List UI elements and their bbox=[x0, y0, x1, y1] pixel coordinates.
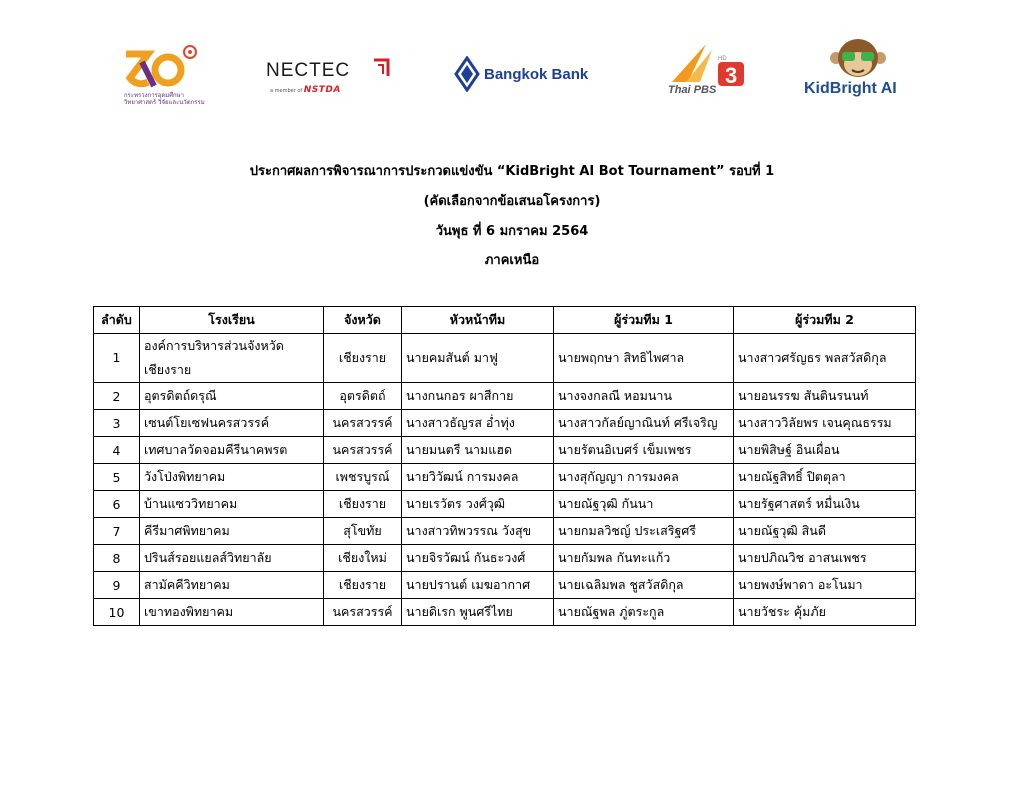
cell-province: สุโขทัย bbox=[324, 518, 402, 545]
cell-member-2: นายณัฐวุฒิ สินดี bbox=[734, 518, 916, 545]
results-table bbox=[93, 306, 916, 626]
table-row bbox=[94, 334, 916, 383]
cell-province: อุตรดิตถ์ bbox=[324, 383, 402, 410]
cell-leader: นายมนตรี นามแฮด bbox=[402, 437, 554, 464]
table-row bbox=[94, 599, 916, 626]
cell-school: เขาทองพิทยาคม bbox=[140, 599, 324, 626]
thai-pbs-hd-label: HD bbox=[718, 56, 727, 62]
cell-member-2: นายพิสิษฐ์ อินเผื่อน bbox=[734, 437, 916, 464]
cell-rank: 5 bbox=[94, 464, 140, 491]
nstda-wordmark: NSTDA bbox=[303, 85, 341, 95]
thai-pbs-channel-number: 3 bbox=[725, 63, 738, 86]
cell-member-1: นายเฉลิมพล ชูสวัสดิกุล bbox=[554, 572, 734, 599]
sponsor-logos bbox=[0, 36, 1024, 108]
cell-province: เชียงราย bbox=[324, 334, 402, 383]
cell-province: เพชรบูรณ์ bbox=[324, 464, 402, 491]
cell-rank: 6 bbox=[94, 491, 140, 518]
cell-rank: 7 bbox=[94, 518, 140, 545]
cell-member-2: นายปภิณวิช อาสนเพชร bbox=[734, 545, 916, 572]
table-row bbox=[94, 545, 916, 572]
cell-school: อุตรดิตถ์ดรุณี bbox=[140, 383, 324, 410]
monkey-mascot-icon bbox=[828, 36, 888, 80]
bangkok-bank-emblem-icon bbox=[454, 56, 480, 92]
table-row bbox=[94, 383, 916, 410]
header-school: โรงเรียน bbox=[140, 307, 324, 334]
cell-school-line2: เชียงราย bbox=[144, 362, 192, 377]
bangkok-bank-logo bbox=[454, 54, 604, 94]
kidbright-wordmark: KidBright AI bbox=[804, 80, 897, 97]
cell-province: เชียงราย bbox=[324, 572, 402, 599]
header-team-leader: หัวหน้าทีม bbox=[402, 307, 554, 334]
mhesi-emblem-icon bbox=[120, 42, 220, 92]
cell-leader: นางกนกอร ผาสีกาย bbox=[402, 383, 554, 410]
cell-leader: นายดิเรก พูนศรีไทย bbox=[402, 599, 554, 626]
cell-leader: นายเรวัตร วงศ์วุฒิ bbox=[402, 491, 554, 518]
mhesi-logo bbox=[120, 42, 220, 108]
cell-member-2: นายวัชระ คุ้มภัย bbox=[734, 599, 916, 626]
cell-member-1: นายพฤกษา สิทธิไพศาล bbox=[554, 334, 734, 383]
cell-rank: 8 bbox=[94, 545, 140, 572]
cell-school-line1: องค์การบริหารส่วนจังหวัด bbox=[144, 338, 284, 353]
header-member-2: ผู้ร่วมทีม 2 bbox=[734, 307, 916, 334]
cell-province: เชียงราย bbox=[324, 491, 402, 518]
cell-school: เทศบาลวัดจอมคีรีนาคพรต bbox=[140, 437, 324, 464]
thai-pbs-logo bbox=[666, 40, 746, 102]
table-row bbox=[94, 410, 916, 437]
cell-member-2: นายพงษ์พาดา อะโนมา bbox=[734, 572, 916, 599]
header-member-1: ผู้ร่วมทีม 1 bbox=[554, 307, 734, 334]
cell-school: ปรินส์รอยแยลส์วิทยาลัย bbox=[140, 545, 324, 572]
thai-pbs-bird-icon bbox=[666, 40, 746, 86]
table-row bbox=[94, 518, 916, 545]
cell-member-2: นายอนรรฆ สันตินรนนท์ bbox=[734, 383, 916, 410]
nectec-subtitle bbox=[270, 85, 341, 95]
nectec-sub-prefix: a member of bbox=[270, 88, 303, 94]
cell-rank: 3 bbox=[94, 410, 140, 437]
cell-member-1: นายกัมพล กันทะแก้ว bbox=[554, 545, 734, 572]
cell-rank: 10 bbox=[94, 599, 140, 626]
cell-leader: นายวิวัฒน์ การมงคล bbox=[402, 464, 554, 491]
cell-member-1: นางสุกัญญา การมงคล bbox=[554, 464, 734, 491]
cell-school: คีรีมาศพิทยาคม bbox=[140, 518, 324, 545]
cell-rank: 4 bbox=[94, 437, 140, 464]
nectec-wordmark: NECTEC bbox=[266, 60, 351, 81]
cell-rank: 1 bbox=[94, 334, 140, 383]
cell-province: นครสวรรค์ bbox=[324, 599, 402, 626]
announcement-title: ประกาศผลการพิจารณาการประกวดแข่งขัน “KidBright AI Bot Tournament” รอบที่ 1 bbox=[249, 164, 775, 179]
kidbright-ai-logo bbox=[800, 36, 910, 106]
cell-rank: 9 bbox=[94, 572, 140, 599]
table-header-row bbox=[94, 307, 916, 334]
bangkok-bank-wordmark: Bangkok Bank bbox=[484, 66, 589, 83]
header-province: จังหวัด bbox=[324, 307, 402, 334]
table-row bbox=[94, 437, 916, 464]
cell-rank: 2 bbox=[94, 383, 140, 410]
header-rank: ลำดับ bbox=[94, 307, 140, 334]
thai-pbs-wordmark: Thai PBS bbox=[668, 84, 717, 96]
cell-leader: นางสาวธัญรส อ่ำทุ่ง bbox=[402, 410, 554, 437]
cell-member-1: นายณัฐพล ภู่ตระกูล bbox=[554, 599, 734, 626]
cell-school: บ้านแซววิทยาคม bbox=[140, 491, 324, 518]
cell-leader: นายคมสันต์ มาฟู bbox=[402, 334, 554, 383]
cell-member-2: นายรัฐศาสตร์ หมื่นเงิน bbox=[734, 491, 916, 518]
mhesi-caption-line1: กระทรวงการอุดมศึกษา bbox=[124, 92, 184, 99]
cell-school bbox=[140, 334, 324, 383]
cell-member-1: นางสาวกัลย์ญาณินท์ ศรีเจริญ bbox=[554, 410, 734, 437]
mhesi-caption-line2: วิทยาศาสตร์ วิจัยและนวัตกรรม bbox=[124, 99, 205, 106]
cell-school: เซนต์โยเซฟนครสวรรค์ bbox=[140, 410, 324, 437]
table-row bbox=[94, 491, 916, 518]
announcement-subtitle: (คัดเลือกจากข้อเสนอโครงการ) bbox=[423, 194, 601, 209]
nectec-arrow-icon bbox=[372, 56, 392, 78]
cell-leader: นางสาวทิพวรรณ วังสุข bbox=[402, 518, 554, 545]
cell-member-2: นางสาววิลัยพร เจนคุณธรรม bbox=[734, 410, 916, 437]
cell-province: เชียงใหม่ bbox=[324, 545, 402, 572]
cell-school: วังโป่งพิทยาคม bbox=[140, 464, 324, 491]
cell-member-1: นายณัฐวุฒิ กันนา bbox=[554, 491, 734, 518]
cell-school: สามัคคีวิทยาคม bbox=[140, 572, 324, 599]
cell-leader: นายจิรวัฒน์ กันธะวงศ์ bbox=[402, 545, 554, 572]
cell-member-2: นายณัฐสิทธิ์ ปิตตุลา bbox=[734, 464, 916, 491]
announcement-date: วันพุธ ที่ 6 มกราคม 2564 bbox=[435, 224, 589, 239]
nectec-logo bbox=[266, 54, 391, 98]
table-row bbox=[94, 464, 916, 491]
cell-leader: นายปรานต์ เมฆอากาศ bbox=[402, 572, 554, 599]
announcement-region: ภาคเหนือ bbox=[484, 253, 540, 268]
cell-member-1: นางจงกลณี หอมนาน bbox=[554, 383, 734, 410]
table-row bbox=[94, 572, 916, 599]
cell-member-1: นายกมลวิชญ์ ประเสริฐศรี bbox=[554, 518, 734, 545]
cell-province: นครสวรรค์ bbox=[324, 437, 402, 464]
cell-member-2: นางสาวศรัญธร พลสวัสดิกุล bbox=[734, 334, 916, 383]
cell-province: นครสวรรค์ bbox=[324, 410, 402, 437]
cell-member-1: นายรัตนอิเบศร์ เข็มเพชร bbox=[554, 437, 734, 464]
